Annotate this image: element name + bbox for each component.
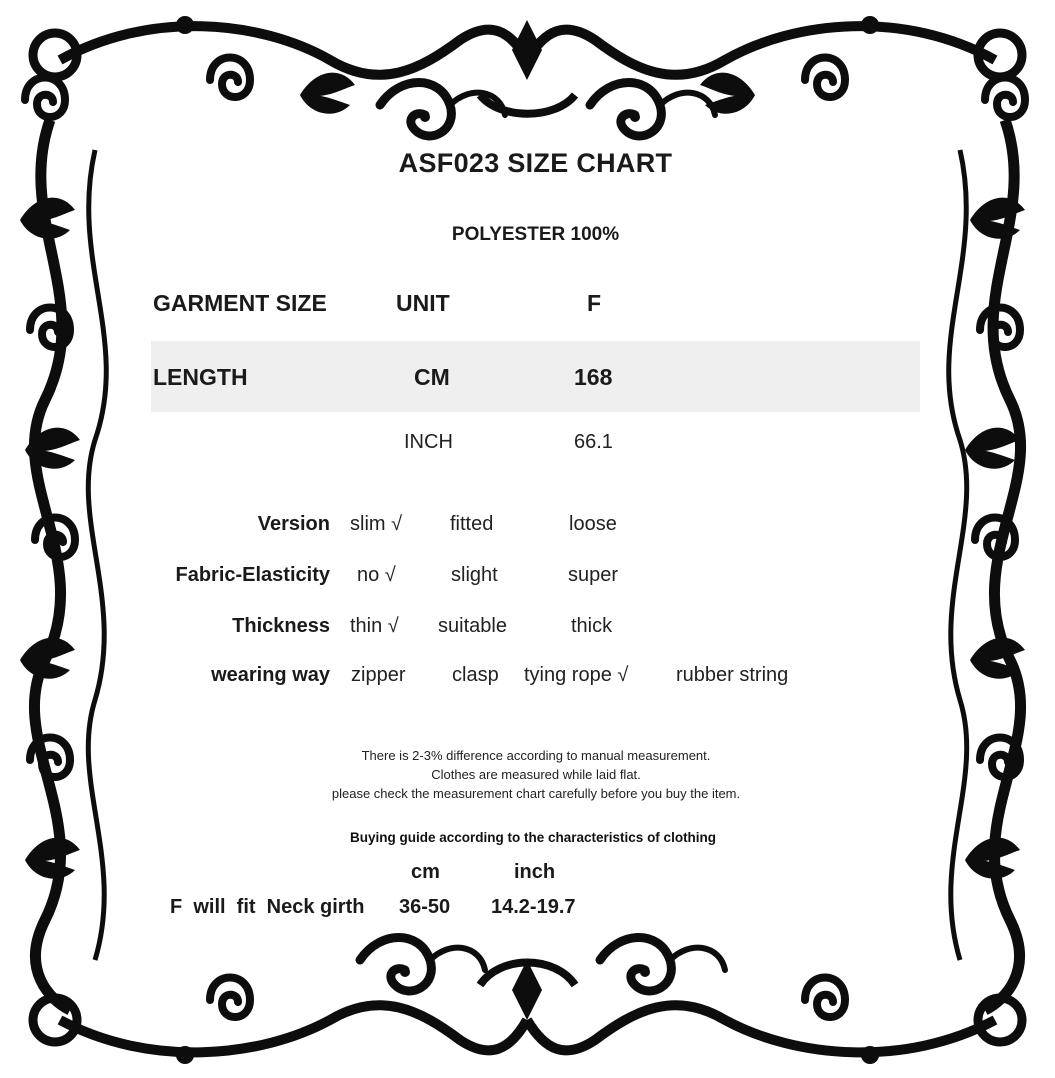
row-length-label: LENGTH [153, 364, 248, 390]
feature-option: fitted [450, 513, 494, 535]
chart-title: ASF023 SIZE CHART [398, 148, 673, 178]
feature-option: no √ [357, 564, 396, 586]
guide-inch-range: 14.2-19.7 [491, 896, 576, 918]
top-ornament [60, 16, 995, 136]
left-ornament [20, 33, 106, 1042]
feature-label: Fabric-Elasticity [175, 564, 330, 586]
guide-unit-cm: cm [411, 861, 440, 883]
row-length-value: 168 [574, 364, 613, 390]
row-inch-value: 66.1 [574, 431, 613, 453]
header-garment-size: GARMENT SIZE [153, 290, 327, 316]
table-row-highlight [151, 341, 920, 412]
row-length-unit: CM [414, 364, 450, 390]
note-line: please check the measurement chart carefully before you buy the item. [331, 786, 741, 801]
note-line: There is 2-3% difference according to manual measurement. [361, 748, 711, 763]
feature-option: super [568, 564, 619, 586]
guide-cm-range: 36-50 [399, 896, 451, 918]
feature-option: thick [571, 615, 613, 637]
feature-option: zipper [351, 664, 406, 686]
feature-option: slim √ [350, 513, 403, 535]
guide-fit-text: F will fit Neck girth [170, 896, 365, 918]
feature-option: rubber string [676, 664, 789, 686]
feature-option: clasp [452, 664, 499, 686]
material-label: POLYESTER 100% [451, 224, 620, 245]
note-line: Clothes are measured while laid flat. [431, 767, 641, 782]
header-size-f: F [587, 290, 602, 316]
right-ornament [949, 33, 1025, 1042]
feature-option: thin √ [350, 615, 399, 637]
feature-label: wearing way [211, 664, 330, 686]
feature-option: loose [569, 513, 617, 535]
row-inch-unit: INCH [404, 431, 453, 453]
feature-option: slight [451, 564, 498, 586]
guide-unit-inch: inch [514, 861, 556, 883]
header-unit: UNIT [396, 290, 450, 316]
feature-label: Version [257, 513, 330, 535]
guide-title: Buying guide according to the characteristics of clothing [350, 830, 717, 845]
feature-option: tying rope √ [524, 664, 629, 686]
feature-option: suitable [438, 615, 507, 637]
feature-label: Thickness [232, 615, 330, 637]
bottom-ornament [60, 938, 995, 1065]
